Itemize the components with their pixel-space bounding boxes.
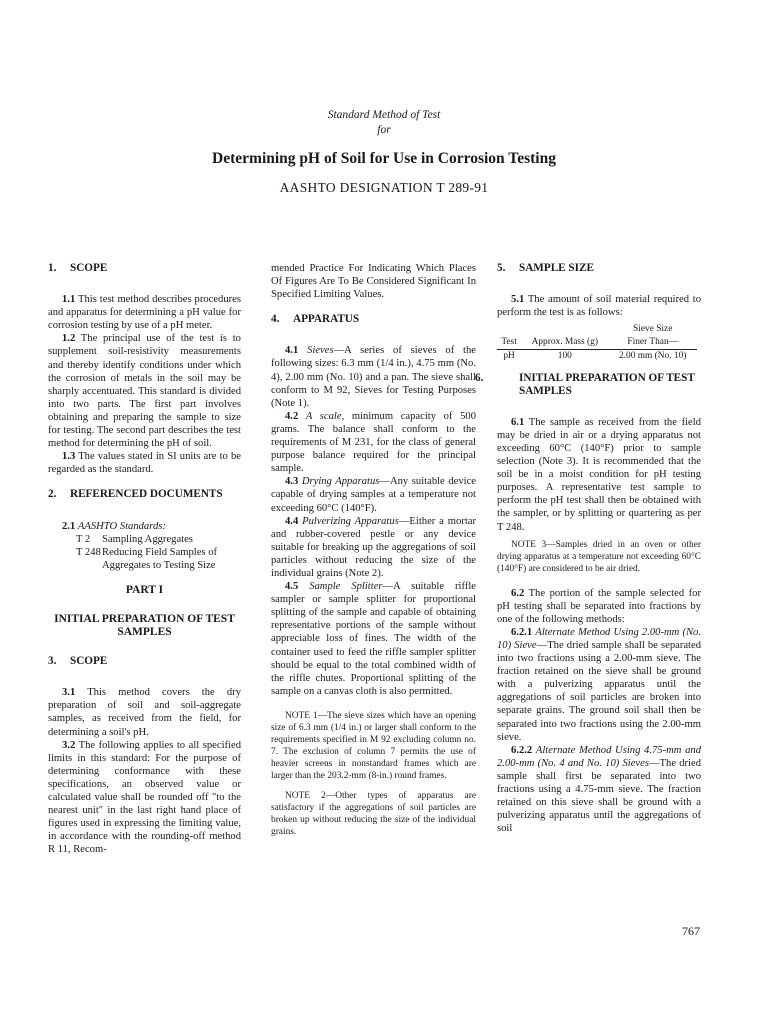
- para-5-1: 5.1 The amount of soil material required to perform the test is as follows:: [497, 294, 701, 319]
- para-4-5: 4.5 Sample Splitter—A suitable riffle sampler or sample splitter for proportional splitting of the sample and capable of obtaining representative portions of the sample without appreciable loss of fines. The width of the container used to feed the riffle sampler splitter should be equal to the total combined width of the riffle chutes. Proportional splitting of the sample on a canvas cloth is also permitted.: [271, 581, 477, 697]
- column-2: [271, 262, 476, 838]
- para-4-3: 4.3 Drying Apparatus—Any suitable device capable of drying samples at a temperature not exceeding 60°C (140°F).: [271, 476, 476, 514]
- para-4-1: 4.1 Sieves—A series of sieves of the following sizes: 6.3 mm (1/4 in.), 4.75 mm (No. 4), 2.00 mm (No. 10) and a pan. The sieve shall conform to M 92, Sieves for Testing Purposes (Note 1).: [271, 345, 476, 409]
- section-heading-scope: 1. SCOPE: [48, 262, 108, 274]
- part-heading: PART I: [125, 583, 164, 596]
- part-title: INITIAL PREPARATION OF TEST SAMPLES: [54, 612, 235, 639]
- column-1: [48, 262, 241, 856]
- standard-item-t248: T 248 Reducing Field Samples of Aggregates to Testing Size: [76, 546, 218, 571]
- document-title: Determining pH of Soil for Use in Corrosion Testing: [212, 150, 556, 167]
- para-1-1: 1.1 This test method describes procedures and apparatus for determining a pH value for corrosion testing by use of a pH meter.: [48, 294, 241, 332]
- para-2-1: 2.1 AASHTO Standards:: [62, 520, 166, 532]
- para-6-2-2: 6.2.2 Alternate Method Using 4.75-mm and 2.00-mm (No. 4 and No. 10) Sieves—The dried sample shall first be separated into two fractions using a 4.75-mm sieve. The fraction retained on this sieve shall be ground with a pulverizing apparatus until the aggregations of soil: [497, 744, 701, 835]
- column-3: [475, 262, 702, 835]
- section-heading-sample-size: 5. SAMPLE SIZE: [497, 262, 594, 274]
- note-1: NOTE 1—The sieve sizes which have an opening size of 6.3 mm (1/4 in.) or larger shall conform to the requirements specified in M 92 excluding column no. 7. The exclusion of column 7 permits the use of heavier screens in nonstandard frames which are larger than the 203.2-mm (8-in.) round frames.: [271, 710, 476, 781]
- table-head-test: Test: [501, 337, 517, 348]
- kicker-line-2: for: [377, 124, 391, 136]
- para-3-2-continued: mended Practice For Indicating Which Places Of Figures Are To Be Considered Significant In Specified Limiting Values.: [271, 263, 476, 301]
- header-kicker: [0, 108, 768, 138]
- section-heading-referenced-documents: 2. REFERENCED DOCUMENTS: [48, 488, 223, 501]
- para-6-2-1: 6.2.1 Alternate Method Using 2.00-mm (No. 10) Sieve—The dried sample shall be separated into two fractions using a 2.00-mm sieve. The fraction retained on the sieve shall be ground with a pulverizing apparatus until the aggregations of soil particles are broken into separate grains. The ground soil shall then be separated into two fractions using the 2.00-mm sieve.: [497, 626, 702, 743]
- section-heading-initial-preparation: 6. INITIAL PREPARATION OF TEST SAMPLES: [475, 371, 695, 397]
- kicker-line-1: Standard Method of Test: [327, 109, 441, 121]
- para-1-3: 1.3 The values stated in SI units are to be regarded as the standard.: [48, 451, 241, 476]
- table-head-sieve-size: Sieve Size: [633, 324, 673, 335]
- section-heading-apparatus: 4. APPARATUS: [271, 313, 360, 326]
- note-2: NOTE 2—Other types of apparatus are satisfactory if the aggregations of soil particles are broken up without reducing the size of the individual grains.: [271, 790, 476, 837]
- sample-size-table: [497, 323, 697, 363]
- table-head-finer-than: Finer Than—: [627, 337, 679, 348]
- page-number: 767: [682, 924, 700, 938]
- para-6-2: 6.2 The portion of the sample selected for pH testing shall be separated into fractions by one of the following methods:: [497, 587, 701, 625]
- note-3: NOTE 3—Samples dried in an oven or other drying apparatus at a temperature not exceeding 60°C (140°F) are considered to be air dried.: [497, 539, 702, 574]
- table-head-mass: Approx. Mass (g): [531, 337, 598, 348]
- standard-item-t2: T 2 Sampling Aggregates: [76, 533, 193, 545]
- table-cell-mass: 100: [557, 351, 572, 362]
- para-1-2: 1.2 The principal use of the test is to supplement soil-resistivity measurements and thereby identify conditions under which the corrosion of metals in the soil may be sharply accentuated. This standard is divided into two parts. The first part involves obtaining and preparing the sample to size for testing. The second part describes the test method for determining the pH of soil.: [48, 333, 241, 450]
- para-3-1: 3.1 This method covers the dry preparation of soil and soil-aggregate samples, as received from the field, for determining a soil's pH.: [48, 687, 241, 738]
- para-6-1: 6.1 The sample as received from the field may be dried in air or a drying apparatus not exceeding 60°C (140°F) prior to sample selection (Note 3). It is recommended that the soil be in a moist condition for pH testing purposes. A representative test sample to perform the pH test shall then be obtained with the sampler, or by splitting or quartering as per T 248.: [497, 416, 701, 533]
- table-cell-sieve: 2.00 mm (No. 10): [618, 351, 687, 362]
- section-heading-scope-3: 3. SCOPE: [48, 655, 108, 668]
- para-3-2: 3.2 The following applies to all specified limits in this standard: For the purpose of determining conformance with these specifications, an observed value or calculated value shall be rounded off "to the nearest unit" in the last right hand place of figures used in expressing the limiting value, in accordance with the rounding-off method R 11, Recom-: [48, 739, 241, 856]
- para-4-4: 4.4 Pulverizing Apparatus—Either a mortar and rubber-covered pestle or any device suitable for breaking up the aggregations of soil particles without reducing the size of the individual grains (Note 2).: [271, 515, 477, 579]
- table-cell-test: pH: [503, 351, 515, 362]
- para-4-2: 4.2 A scale, minimum capacity of 500 grams. The balance shall conform to the requirements of M 231, for the class of general purpose balance required for the principal sample.: [271, 410, 476, 475]
- designation: AASHTO DESIGNATION T 289-91: [279, 180, 489, 195]
